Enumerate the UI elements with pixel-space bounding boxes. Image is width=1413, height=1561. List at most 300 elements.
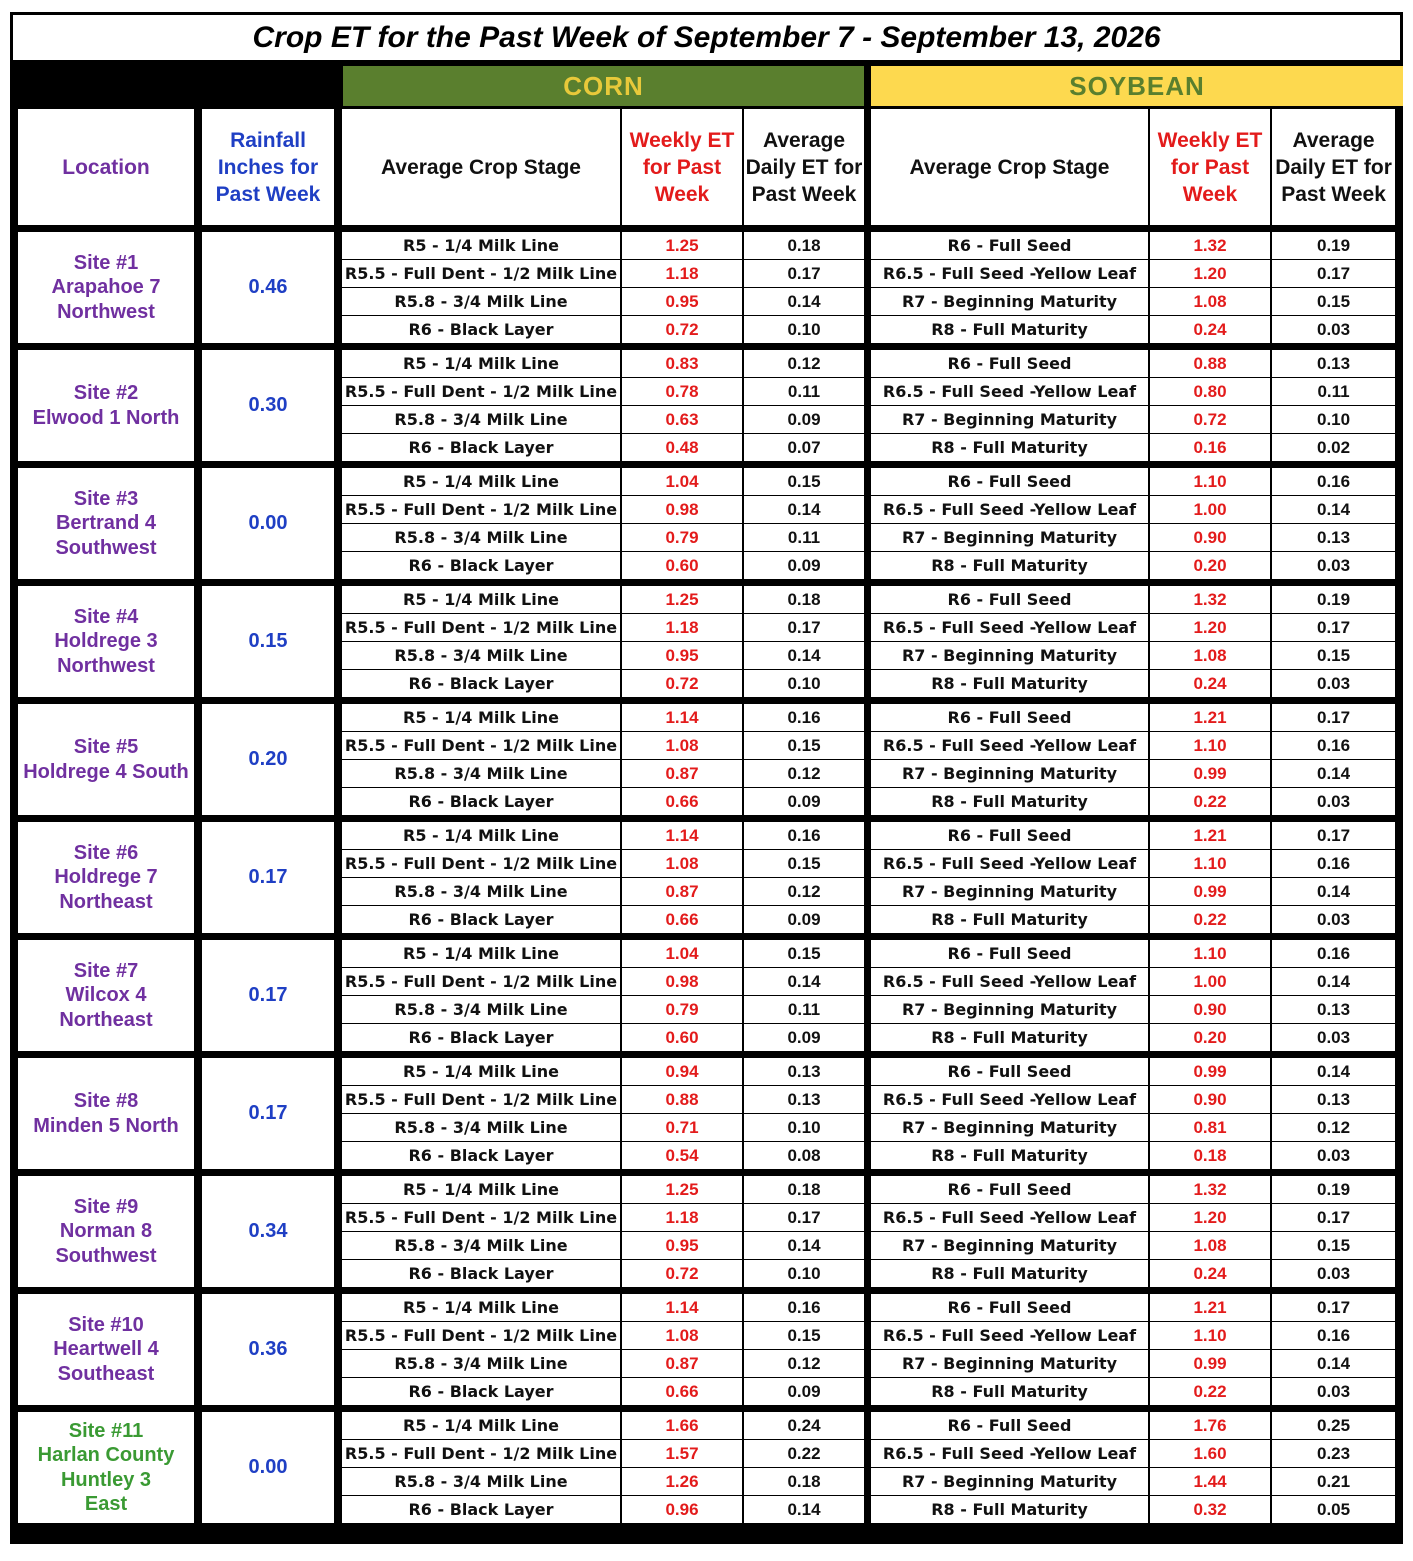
soy-weekly-et: 0.99: [1148, 878, 1270, 906]
soy-stage: R6.5 - Full Seed -Yellow Leaf: [864, 1322, 1148, 1350]
corn-stage: R6 - Black Layer: [338, 1142, 620, 1169]
site-location: [10, 232, 198, 343]
corn-daily-et: 0.09: [742, 906, 864, 933]
corn-stage: R5 - 1/4 Milk Line: [338, 940, 620, 968]
soy-stage: R8 - Full Maturity: [864, 1496, 1148, 1523]
corn-weekly-et: 1.26: [620, 1468, 742, 1496]
soy-daily-et: 0.15: [1270, 288, 1403, 316]
site-location-line: Northwest: [57, 300, 155, 323]
corn-daily-et: 0.15: [742, 468, 864, 496]
soy-weekly-et: 1.32: [1148, 232, 1270, 260]
corn-stage: R6 - Black Layer: [338, 316, 620, 343]
corn-stage: R6 - Black Layer: [338, 1378, 620, 1405]
corn-stage: R5.5 - Full Dent - 1/2 Milk Line: [338, 378, 620, 406]
corn-daily-et: 0.12: [742, 878, 864, 906]
soy-stage: R6 - Full Seed: [864, 940, 1148, 968]
corn-daily-et: 0.14: [742, 288, 864, 316]
soy-daily-et: 0.13: [1270, 1086, 1403, 1114]
corn-daily-et: 0.10: [742, 316, 864, 343]
corn-daily-et: 0.12: [742, 1350, 864, 1378]
soy-stage: R7 - Beginning Maturity: [864, 288, 1148, 316]
corn-weekly-et: 0.66: [620, 788, 742, 815]
site-location: [10, 468, 198, 579]
corn-daily-et: 0.07: [742, 434, 864, 461]
corn-weekly-et: 0.72: [620, 316, 742, 343]
soy-weekly-et: 0.99: [1148, 760, 1270, 788]
soy-daily-et: 0.17: [1270, 1294, 1403, 1322]
site-location-line: Harlan County: [37, 1444, 175, 1466]
soy-weekly-et: 0.22: [1148, 1378, 1270, 1405]
corn-weekly-et: 0.95: [620, 1232, 742, 1260]
site-location-line: Site #4: [73, 605, 139, 628]
corn-daily-et: 0.09: [742, 552, 864, 579]
site-rainfall: 0.15: [198, 586, 338, 697]
soy-weekly-et: 1.00: [1148, 496, 1270, 524]
corn-weekly-et: 0.78: [620, 378, 742, 406]
site-location-line: Site #11: [68, 1419, 144, 1442]
soy-daily-et: 0.10: [1270, 406, 1403, 434]
site-location-line: Southwest: [55, 1244, 157, 1267]
corn-stage: R6 - Black Layer: [338, 552, 620, 579]
header-corn-weekly-et: Weekly ET for Past Week: [620, 106, 742, 225]
soy-weekly-et: 0.81: [1148, 1114, 1270, 1142]
site-location-line: Site #2: [73, 382, 139, 404]
soy-weekly-et: 0.20: [1148, 552, 1270, 579]
corn-stage: R6 - Black Layer: [338, 1260, 620, 1287]
soy-stage: R6.5 - Full Seed -Yellow Leaf: [864, 1440, 1148, 1468]
soy-daily-et: 0.11: [1270, 378, 1403, 406]
soy-weekly-et: 0.22: [1148, 788, 1270, 815]
soy-daily-et: 0.03: [1270, 1024, 1403, 1051]
site-location-line: Heartwell 4: [53, 1338, 159, 1361]
soy-daily-et: 0.03: [1270, 670, 1403, 697]
site-location-line: Holdrege 4 South: [23, 760, 189, 783]
soy-weekly-et: 1.08: [1148, 288, 1270, 316]
soy-daily-et: 0.13: [1270, 350, 1403, 378]
soy-stage: R7 - Beginning Maturity: [864, 1468, 1148, 1496]
table-row: [10, 1294, 1403, 1322]
soy-weekly-et: 1.08: [1148, 642, 1270, 670]
soy-stage: R7 - Beginning Maturity: [864, 878, 1148, 906]
corn-stage: R5.5 - Full Dent - 1/2 Milk Line: [338, 614, 620, 642]
table-row: [10, 822, 1403, 850]
corn-weekly-et: 1.04: [620, 468, 742, 496]
et-report: [10, 12, 1403, 1544]
site-location-line: Northwest: [57, 654, 155, 677]
soy-weekly-et: 0.90: [1148, 996, 1270, 1024]
soy-stage: R6.5 - Full Seed -Yellow Leaf: [864, 1204, 1148, 1232]
corn-weekly-et: 0.98: [620, 968, 742, 996]
soy-stage: R6 - Full Seed: [864, 586, 1148, 614]
soy-stage: R7 - Beginning Maturity: [864, 1350, 1148, 1378]
site-rainfall: 0.46: [198, 232, 338, 343]
header-rainfall: Rainfall Inches for Past Week: [198, 106, 338, 225]
corn-weekly-et: 0.83: [620, 350, 742, 378]
soy-weekly-et: 1.20: [1148, 1204, 1270, 1232]
corn-daily-et: 0.11: [742, 524, 864, 552]
corn-stage: R6 - Black Layer: [338, 1496, 620, 1523]
soy-weekly-et: 1.10: [1148, 850, 1270, 878]
soy-stage: R6 - Full Seed: [864, 468, 1148, 496]
table-row: [10, 704, 1403, 732]
table-row: [10, 1176, 1403, 1204]
corn-stage: R5.5 - Full Dent - 1/2 Milk Line: [338, 1086, 620, 1114]
soy-daily-et: 0.03: [1270, 788, 1403, 815]
soy-stage: R6.5 - Full Seed -Yellow Leaf: [864, 1086, 1148, 1114]
corn-weekly-et: 1.18: [620, 614, 742, 642]
soy-stage: R6.5 - Full Seed -Yellow Leaf: [864, 732, 1148, 760]
site-location-line: Site #5: [73, 736, 139, 758]
header-location: Location: [10, 106, 198, 225]
corn-daily-et: 0.14: [742, 496, 864, 524]
soy-daily-et: 0.14: [1270, 760, 1403, 788]
soy-daily-et: 0.16: [1270, 1322, 1403, 1350]
site-rainfall: 0.00: [198, 468, 338, 579]
site-location-line: Southeast: [57, 1362, 155, 1385]
table-row: [10, 586, 1403, 614]
corn-stage: R5.5 - Full Dent - 1/2 Milk Line: [338, 1322, 620, 1350]
corn-stage: R5 - 1/4 Milk Line: [338, 232, 620, 260]
site-location-line: Holdrege 7: [54, 866, 158, 889]
corn-daily-et: 0.12: [742, 760, 864, 788]
corn-stage: R5 - 1/4 Milk Line: [338, 586, 620, 614]
corn-daily-et: 0.14: [742, 642, 864, 670]
soy-weekly-et: 1.00: [1148, 968, 1270, 996]
corn-daily-et: 0.17: [742, 260, 864, 288]
soy-stage: R6.5 - Full Seed -Yellow Leaf: [864, 260, 1148, 288]
corn-weekly-et: 1.18: [620, 1204, 742, 1232]
soy-daily-et: 0.19: [1270, 586, 1403, 614]
corn-weekly-et: 0.66: [620, 1378, 742, 1405]
soy-weekly-et: 1.20: [1148, 260, 1270, 288]
corn-weekly-et: 0.63: [620, 406, 742, 434]
soy-weekly-et: 0.24: [1148, 1260, 1270, 1287]
soy-weekly-et: 0.16: [1148, 434, 1270, 461]
corn-daily-et: 0.10: [742, 670, 864, 697]
corn-stage: R5.8 - 3/4 Milk Line: [338, 406, 620, 434]
corn-daily-et: 0.09: [742, 1024, 864, 1051]
site-rainfall: 0.36: [198, 1294, 338, 1405]
corn-stage: R6 - Black Layer: [338, 1024, 620, 1051]
page-title: Crop ET for the Past Week of September 7 - September 13, 2026: [10, 12, 1403, 63]
corn-daily-et: 0.15: [742, 850, 864, 878]
soy-weekly-et: 0.99: [1148, 1058, 1270, 1086]
corn-weekly-et: 0.72: [620, 670, 742, 697]
corn-weekly-et: 1.08: [620, 850, 742, 878]
soy-stage: R6 - Full Seed: [864, 704, 1148, 732]
soy-daily-et: 0.03: [1270, 1378, 1403, 1405]
corn-stage: R5 - 1/4 Milk Line: [338, 822, 620, 850]
soy-weekly-et: 1.32: [1148, 1176, 1270, 1204]
corn-weekly-et: 0.60: [620, 552, 742, 579]
corn-band: CORN: [338, 66, 864, 106]
corn-daily-et: 0.11: [742, 378, 864, 406]
site-rows: [10, 225, 1403, 1523]
site-location-line: Norman 8: [59, 1220, 153, 1243]
site-location: [10, 1176, 198, 1287]
soy-stage: R6 - Full Seed: [864, 350, 1148, 378]
corn-stage: R5.8 - 3/4 Milk Line: [338, 288, 620, 316]
site-location-line: Site #6: [73, 841, 139, 864]
soy-daily-et: 0.16: [1270, 468, 1403, 496]
soy-stage: R6.5 - Full Seed -Yellow Leaf: [864, 968, 1148, 996]
soy-daily-et: 0.03: [1270, 316, 1403, 343]
corn-daily-et: 0.10: [742, 1260, 864, 1287]
site-rainfall: 0.20: [198, 704, 338, 815]
site-location-line: Huntley 3: [60, 1468, 152, 1491]
corn-daily-et: 0.17: [742, 1204, 864, 1232]
table-row: [10, 350, 1403, 378]
site-rainfall: 0.17: [198, 940, 338, 1051]
soy-stage: R6.5 - Full Seed -Yellow Leaf: [864, 496, 1148, 524]
soy-stage: R7 - Beginning Maturity: [864, 524, 1148, 552]
corn-stage: R5 - 1/4 Milk Line: [338, 1058, 620, 1086]
corn-weekly-et: 1.25: [620, 232, 742, 260]
site-rainfall: 0.17: [198, 822, 338, 933]
corn-daily-et: 0.11: [742, 996, 864, 1024]
soy-daily-et: 0.13: [1270, 524, 1403, 552]
soy-daily-et: 0.17: [1270, 704, 1403, 732]
site-rainfall: 0.17: [198, 1058, 338, 1169]
corn-stage: R5.8 - 3/4 Milk Line: [338, 1350, 620, 1378]
corn-stage: R5 - 1/4 Milk Line: [338, 350, 620, 378]
corn-weekly-et: 1.25: [620, 1176, 742, 1204]
soy-stage: R8 - Full Maturity: [864, 906, 1148, 933]
site-location-line: Southwest: [55, 536, 157, 559]
soy-daily-et: 0.25: [1270, 1412, 1403, 1440]
corn-daily-et: 0.18: [742, 1176, 864, 1204]
soy-stage: R6 - Full Seed: [864, 1058, 1148, 1086]
corn-weekly-et: 0.88: [620, 1086, 742, 1114]
soy-stage: R6.5 - Full Seed -Yellow Leaf: [864, 614, 1148, 642]
corn-daily-et: 0.13: [742, 1086, 864, 1114]
soy-weekly-et: 0.24: [1148, 670, 1270, 697]
soy-stage: R7 - Beginning Maturity: [864, 1232, 1148, 1260]
soy-daily-et: 0.21: [1270, 1468, 1403, 1496]
soy-daily-et: 0.03: [1270, 552, 1403, 579]
corn-weekly-et: 0.98: [620, 496, 742, 524]
corn-daily-et: 0.10: [742, 1114, 864, 1142]
site-location: [10, 1058, 198, 1169]
soy-weekly-et: 0.32: [1148, 1496, 1270, 1523]
soy-weekly-et: 1.60: [1148, 1440, 1270, 1468]
soy-stage: R6.5 - Full Seed -Yellow Leaf: [864, 850, 1148, 878]
corn-stage: R6 - Black Layer: [338, 434, 620, 461]
corn-daily-et: 0.18: [742, 586, 864, 614]
corn-weekly-et: 0.96: [620, 1496, 742, 1523]
site-location: [10, 1294, 198, 1405]
soy-weekly-et: 1.10: [1148, 468, 1270, 496]
soy-weekly-et: 1.08: [1148, 1232, 1270, 1260]
corn-stage: R5.5 - Full Dent - 1/2 Milk Line: [338, 1440, 620, 1468]
corn-weekly-et: 1.04: [620, 940, 742, 968]
soy-weekly-et: 0.88: [1148, 350, 1270, 378]
site-location-line: Wilcox 4: [65, 984, 147, 1007]
corn-daily-et: 0.24: [742, 1412, 864, 1440]
soy-daily-et: 0.14: [1270, 878, 1403, 906]
corn-weekly-et: 0.87: [620, 1350, 742, 1378]
site-location: [10, 940, 198, 1051]
site-location-line: Site #8: [73, 1090, 139, 1112]
soy-daily-et: 0.15: [1270, 642, 1403, 670]
site-location-line: East: [84, 1493, 128, 1515]
corn-stage: R5.8 - 3/4 Milk Line: [338, 642, 620, 670]
site-rainfall: 0.00: [198, 1412, 338, 1523]
soy-daily-et: 0.13: [1270, 996, 1403, 1024]
soy-stage: R8 - Full Maturity: [864, 670, 1148, 697]
corn-daily-et: 0.08: [742, 1142, 864, 1169]
corn-weekly-et: 1.57: [620, 1440, 742, 1468]
site-location-line: Northeast: [59, 890, 153, 913]
corn-daily-et: 0.13: [742, 1058, 864, 1086]
corn-stage: R5.5 - Full Dent - 1/2 Milk Line: [338, 1204, 620, 1232]
corn-weekly-et: 0.79: [620, 524, 742, 552]
soy-stage: R7 - Beginning Maturity: [864, 406, 1148, 434]
table-row: [10, 1058, 1403, 1086]
soy-daily-et: 0.03: [1270, 1260, 1403, 1287]
header-corn-stage: Average Crop Stage: [338, 106, 620, 225]
soy-daily-et: 0.17: [1270, 260, 1403, 288]
corn-daily-et: 0.16: [742, 704, 864, 732]
site-location-line: Bertrand 4: [55, 512, 157, 535]
soy-daily-et: 0.23: [1270, 1440, 1403, 1468]
crop-band-spacer: [10, 66, 338, 106]
corn-weekly-et: 0.54: [620, 1142, 742, 1169]
corn-stage: R5 - 1/4 Milk Line: [338, 1294, 620, 1322]
site-location-line: Northeast: [59, 1008, 153, 1031]
site-location: [10, 704, 198, 815]
corn-daily-et: 0.09: [742, 406, 864, 434]
soy-daily-et: 0.12: [1270, 1114, 1403, 1142]
soy-daily-et: 0.16: [1270, 732, 1403, 760]
corn-weekly-et: 1.08: [620, 1322, 742, 1350]
soy-daily-et: 0.03: [1270, 1142, 1403, 1169]
corn-stage: R5.5 - Full Dent - 1/2 Milk Line: [338, 732, 620, 760]
soy-weekly-et: 1.10: [1148, 1322, 1270, 1350]
crop-et-table: [10, 12, 1403, 1523]
corn-weekly-et: 0.95: [620, 642, 742, 670]
soy-daily-et: 0.17: [1270, 614, 1403, 642]
site-location-line: Site #7: [73, 959, 139, 982]
corn-weekly-et: 1.66: [620, 1412, 742, 1440]
soy-weekly-et: 0.72: [1148, 406, 1270, 434]
table-row: [10, 232, 1403, 260]
soy-stage: R8 - Full Maturity: [864, 788, 1148, 815]
soy-weekly-et: 0.18: [1148, 1142, 1270, 1169]
soy-daily-et: 0.19: [1270, 232, 1403, 260]
site-location-line: Site #3: [73, 487, 139, 510]
corn-weekly-et: 1.18: [620, 260, 742, 288]
header-soy-stage: Average Crop Stage: [864, 106, 1148, 225]
soy-stage: R6 - Full Seed: [864, 1294, 1148, 1322]
corn-stage: R6 - Black Layer: [338, 788, 620, 815]
soy-daily-et: 0.17: [1270, 822, 1403, 850]
corn-stage: R5.8 - 3/4 Milk Line: [338, 524, 620, 552]
corn-daily-et: 0.15: [742, 732, 864, 760]
corn-daily-et: 0.15: [742, 1322, 864, 1350]
corn-weekly-et: 0.72: [620, 1260, 742, 1287]
site-location-line: Minden 5 North: [33, 1114, 179, 1137]
corn-stage: R5 - 1/4 Milk Line: [338, 1412, 620, 1440]
soy-weekly-et: 0.24: [1148, 316, 1270, 343]
corn-weekly-et: 0.79: [620, 996, 742, 1024]
corn-weekly-et: 0.95: [620, 288, 742, 316]
soy-weekly-et: 1.44: [1148, 1468, 1270, 1496]
corn-daily-et: 0.18: [742, 1468, 864, 1496]
corn-daily-et: 0.15: [742, 940, 864, 968]
soy-daily-et: 0.14: [1270, 968, 1403, 996]
corn-stage: R5.5 - Full Dent - 1/2 Milk Line: [338, 850, 620, 878]
corn-stage: R6 - Black Layer: [338, 670, 620, 697]
soy-stage: R7 - Beginning Maturity: [864, 1114, 1148, 1142]
corn-stage: R5 - 1/4 Milk Line: [338, 704, 620, 732]
corn-daily-et: 0.16: [742, 1294, 864, 1322]
soy-stage: R8 - Full Maturity: [864, 1142, 1148, 1169]
soy-daily-et: 0.02: [1270, 434, 1403, 461]
header-corn-daily-et: Average Daily ET for Past Week: [742, 106, 864, 225]
soy-weekly-et: 1.10: [1148, 732, 1270, 760]
soy-stage: R6 - Full Seed: [864, 1176, 1148, 1204]
soy-stage: R7 - Beginning Maturity: [864, 642, 1148, 670]
site-rainfall: 0.30: [198, 350, 338, 461]
soy-daily-et: 0.05: [1270, 1496, 1403, 1523]
corn-weekly-et: 1.08: [620, 732, 742, 760]
soy-daily-et: 0.19: [1270, 1176, 1403, 1204]
soy-weekly-et: 1.21: [1148, 1294, 1270, 1322]
corn-daily-et: 0.14: [742, 1232, 864, 1260]
corn-weekly-et: 0.66: [620, 906, 742, 933]
corn-weekly-et: 1.14: [620, 822, 742, 850]
corn-weekly-et: 1.14: [620, 1294, 742, 1322]
corn-daily-et: 0.12: [742, 350, 864, 378]
corn-daily-et: 0.14: [742, 1496, 864, 1523]
soy-stage: R6 - Full Seed: [864, 232, 1148, 260]
soy-stage: R7 - Beginning Maturity: [864, 996, 1148, 1024]
corn-stage: R5.8 - 3/4 Milk Line: [338, 1114, 620, 1142]
corn-daily-et: 0.09: [742, 1378, 864, 1405]
soy-daily-et: 0.03: [1270, 906, 1403, 933]
soy-stage: R7 - Beginning Maturity: [864, 760, 1148, 788]
corn-weekly-et: 0.71: [620, 1114, 742, 1142]
soy-weekly-et: 0.99: [1148, 1350, 1270, 1378]
table-row: [10, 1412, 1403, 1440]
corn-weekly-et: 0.48: [620, 434, 742, 461]
soy-stage: R6 - Full Seed: [864, 822, 1148, 850]
corn-weekly-et: 0.60: [620, 1024, 742, 1051]
soy-daily-et: 0.15: [1270, 1232, 1403, 1260]
soy-daily-et: 0.14: [1270, 1058, 1403, 1086]
site-location: [10, 1412, 198, 1523]
site-location-line: Elwood 1 North: [32, 406, 180, 429]
soy-stage: R6 - Full Seed: [864, 1412, 1148, 1440]
soy-weekly-et: 0.20: [1148, 1024, 1270, 1051]
corn-stage: R5 - 1/4 Milk Line: [338, 468, 620, 496]
site-location-line: Site #10: [68, 1313, 144, 1336]
site-location: [10, 350, 198, 461]
soy-weekly-et: 0.22: [1148, 906, 1270, 933]
site-location: [10, 586, 198, 697]
site-location-line: Site #9: [73, 1195, 139, 1218]
soy-weekly-et: 1.76: [1148, 1412, 1270, 1440]
soy-daily-et: 0.16: [1270, 940, 1403, 968]
corn-stage: R5.5 - Full Dent - 1/2 Milk Line: [338, 968, 620, 996]
header-soy-daily-et: Average Daily ET for Past Week: [1270, 106, 1403, 225]
site-rainfall: 0.34: [198, 1176, 338, 1287]
soy-stage: R8 - Full Maturity: [864, 1378, 1148, 1405]
table-row: [10, 940, 1403, 968]
site-location-line: Arapahoe 7: [51, 276, 161, 299]
corn-weekly-et: 0.87: [620, 760, 742, 788]
